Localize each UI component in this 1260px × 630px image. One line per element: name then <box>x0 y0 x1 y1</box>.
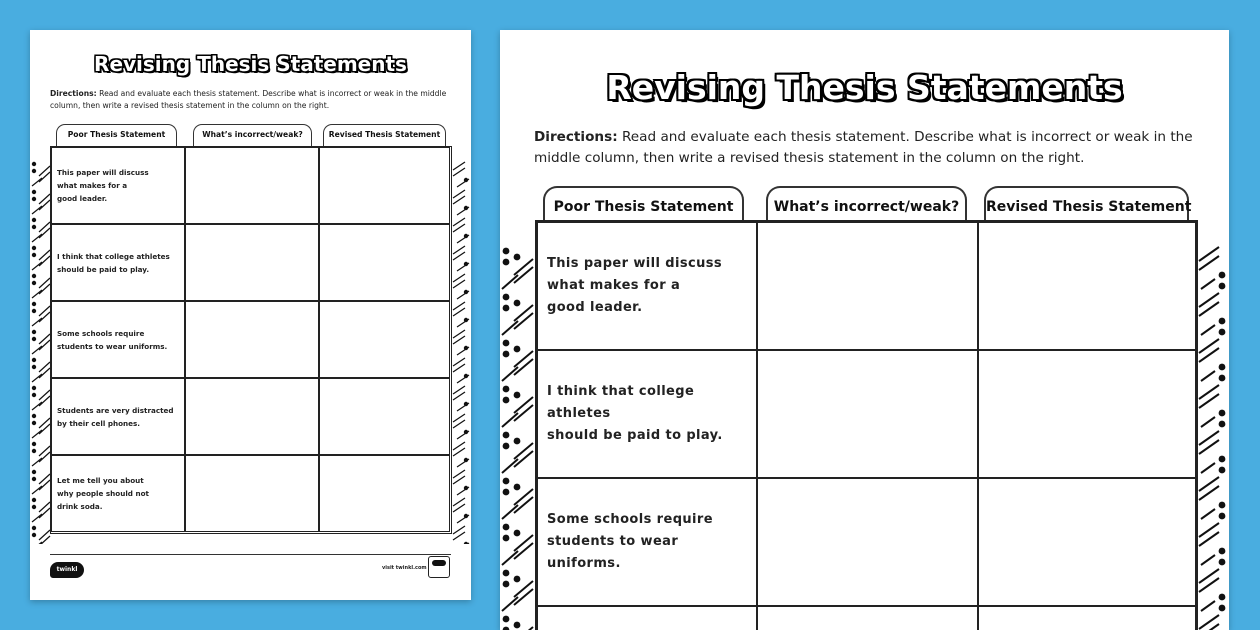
decorative-pattern-right <box>1197 245 1229 630</box>
decorative-pattern-left <box>30 160 52 544</box>
page-title: Revising Thesis Statements <box>94 52 407 76</box>
footer-divider <box>50 554 451 555</box>
decorative-pattern-right <box>451 160 471 544</box>
directions <box>534 127 1204 169</box>
table-cell-poor <box>51 301 185 378</box>
table-cell-incorrect[interactable] <box>757 222 978 350</box>
column-header-incorrect: What’s incorrect/weak? <box>766 186 967 222</box>
column-header-revised: Revised Thesis Statement <box>984 186 1189 222</box>
directions <box>50 88 450 112</box>
statement-text: This paper will discuss what makes for a good leader. <box>57 168 149 203</box>
column-header-incorrect: What’s incorrect/weak? <box>193 124 312 146</box>
directions-label: Directions: <box>534 129 618 145</box>
statement-text: This paper will discuss what makes for a good leader. <box>547 256 723 315</box>
column-header-revised: Revised Thesis Statement <box>323 124 446 146</box>
statement-text: Students are very distracted by their cell phones. <box>57 405 174 428</box>
table-cell-revised[interactable] <box>319 147 450 224</box>
table-cell-revised[interactable] <box>319 224 450 301</box>
table-cell-incorrect[interactable] <box>757 350 978 478</box>
footer-visit-link[interactable]: visit twinkl.com <box>382 565 427 571</box>
table-cell-poor <box>537 222 757 350</box>
statement-text: Some schools require students to wear uniforms. <box>57 328 168 351</box>
table-cell-poor <box>537 350 757 478</box>
table-cell-revised[interactable] <box>978 350 1196 478</box>
table-cell-incorrect[interactable] <box>185 224 319 301</box>
thesis-table <box>535 220 1198 630</box>
directions-label: Directions: <box>50 89 97 98</box>
table-cell-revised[interactable] <box>978 478 1196 606</box>
directions-text: Read and evaluate each thesis statement. Describe what is incorrect or weak in the middle column, then write a revised thesis statement in the column on the right. <box>50 89 447 110</box>
table-cell-poor <box>51 224 185 301</box>
table-cell-revised[interactable] <box>319 301 450 378</box>
worksheet-preview-small <box>30 30 471 600</box>
table-cell-revised[interactable] <box>978 222 1196 350</box>
table-cell-poor <box>537 478 757 606</box>
table-cell-poor <box>537 606 757 630</box>
table-cell-incorrect[interactable] <box>757 478 978 606</box>
directions-text: Read and evaluate each thesis statement. Describe what is incorrect or weak in the middle column, then write a revised thesis statement in the column on the right. <box>534 129 1193 166</box>
table-cell-revised[interactable] <box>319 455 450 532</box>
worksheet-preview-large <box>500 30 1229 630</box>
quality-badge-icon <box>428 556 450 578</box>
table-cell-poor <box>51 378 185 455</box>
statement-text: Let me tell you about why people should not drink soda. <box>57 476 149 511</box>
page-title: Revising Thesis Statements <box>606 68 1123 107</box>
table-cell-poor <box>51 455 185 532</box>
table-cell-incorrect[interactable] <box>185 147 319 224</box>
decorative-pattern-left <box>500 245 536 630</box>
thesis-table <box>50 146 452 534</box>
statement-text: Some schools require students to wear uniforms. <box>547 512 713 571</box>
table-cell-revised[interactable] <box>319 378 450 455</box>
table-cell-incorrect[interactable] <box>185 455 319 532</box>
column-header-poor: Poor Thesis Statement <box>543 186 744 222</box>
table-cell-incorrect[interactable] <box>757 606 978 630</box>
statement-text: I think that college athletes should be paid to play. <box>547 384 723 443</box>
table-cell-incorrect[interactable] <box>185 378 319 455</box>
table-cell-incorrect[interactable] <box>185 301 319 378</box>
table-cell-revised[interactable] <box>978 606 1196 630</box>
twinkl-logo: twinkl <box>50 562 84 578</box>
column-header-poor: Poor Thesis Statement <box>56 124 177 146</box>
table-cell-poor <box>51 147 185 224</box>
statement-text: I think that college athletes should be paid to play. <box>57 251 170 274</box>
